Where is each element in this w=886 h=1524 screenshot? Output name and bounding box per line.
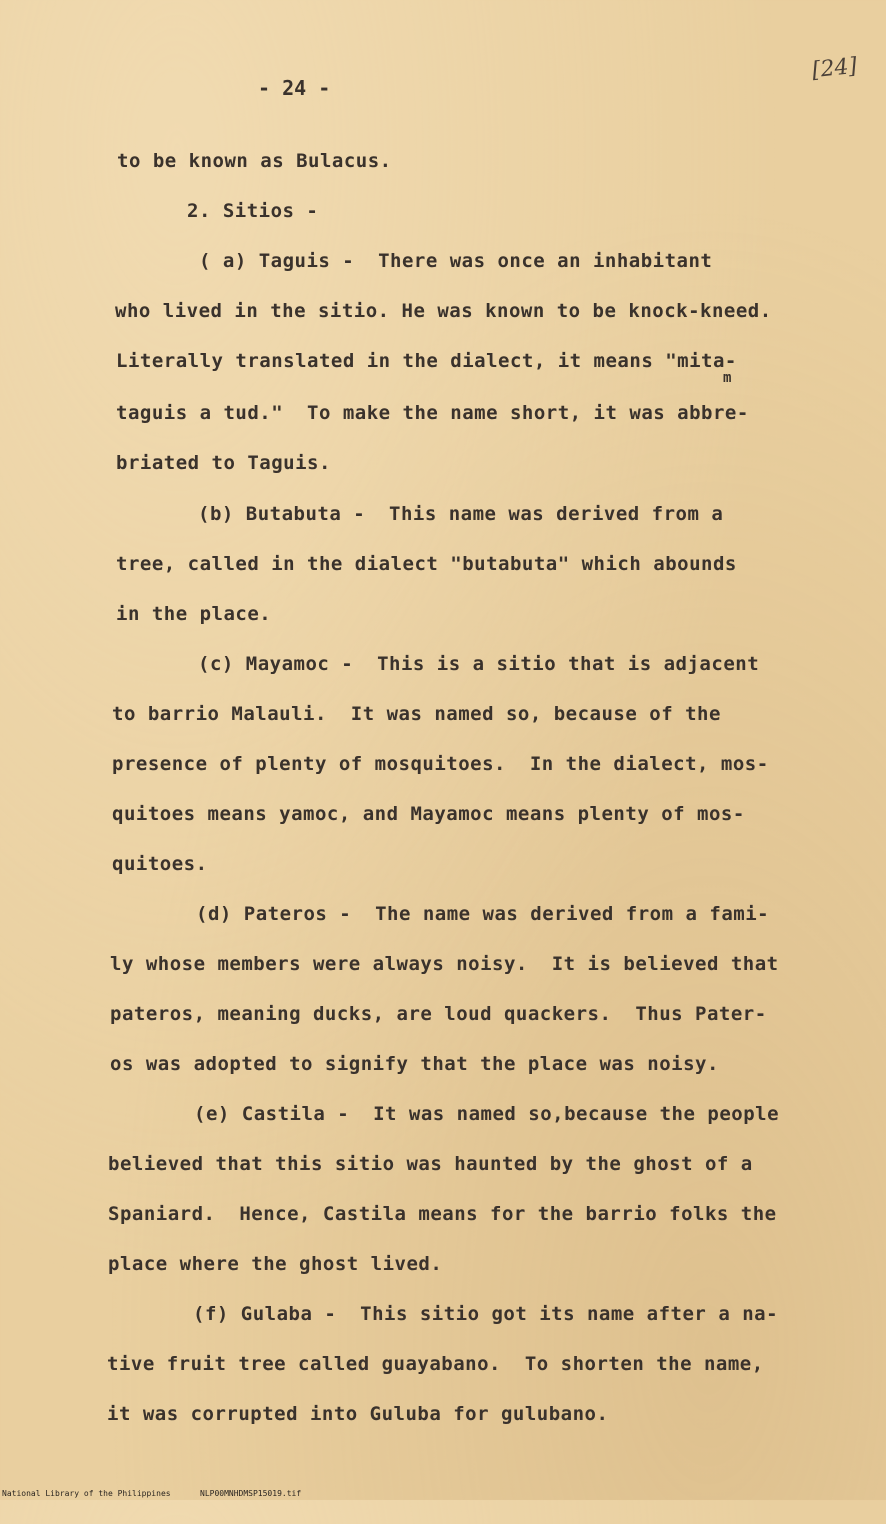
text-line: os was adopted to signify that the place was noisy. [110,1053,719,1075]
page-number: - 24 - [258,76,331,100]
text-line: ly whose members were always noisy. It is believed that [110,953,779,975]
handwritten-page-mark: [24] [810,53,859,84]
text-line: taguis a tud." To make the name short, it was abbre- [116,402,749,424]
text-line: to be known as Bulacus. [117,150,392,172]
footer-filename: NLP00MNHDMSP15019.tif [200,1489,302,1498]
text-line: tree, called in the dialect "butabuta" which abounds [116,553,737,575]
text-line: (f) Gulaba - This sitio got its name after a na- [193,1303,779,1325]
text-line: who lived in the sitio. He was known to be knock-kneed. [115,300,772,322]
text-line: ( a) Taguis - There was once an inhabitant [199,250,713,272]
text-line: place where the ghost lived. [108,1253,443,1275]
text-line: (d) Pateros - The name was derived from a fami- [196,903,770,925]
text-line: (e) Castila - It was named so,because the people [194,1103,780,1125]
text-line: presence of plenty of mosquitoes. In the dialect, mos- [112,753,769,775]
text-line: quitoes. [112,853,208,875]
text-line: pateros, meaning ducks, are loud quackers. Thus Pater- [110,1003,767,1025]
text-line: tive fruit tree called guayabano. To shorten the name, [107,1353,764,1375]
insert-mark: m [723,370,732,386]
scan-footer [0,1488,886,1500]
section-heading: 2. Sitios - [187,200,319,222]
text-line: Spaniard. Hence, Castila means for the barrio folks the [108,1203,777,1225]
text-line: (b) Butabuta - This name was derived from a [198,503,724,525]
footer-institution: National Library of the Philippines [2,1489,171,1498]
text-line: (c) Mayamoc - This is a sitio that is adjacent [198,653,760,675]
text-line: in the place. [116,603,272,625]
text-line: it was corrupted into Guluba for gulubano. [107,1403,609,1425]
text-line: to barrio Malauli. It was named so, because of the [112,703,721,725]
text-line: quitoes means yamoc, and Mayamoc means plenty of mos- [112,803,745,825]
text-line: briated to Taguis. [116,452,331,474]
text-line: believed that this sitio was haunted by the ghost of a [108,1153,753,1175]
text-line: Literally translated in the dialect, it means "mita- [116,350,737,372]
